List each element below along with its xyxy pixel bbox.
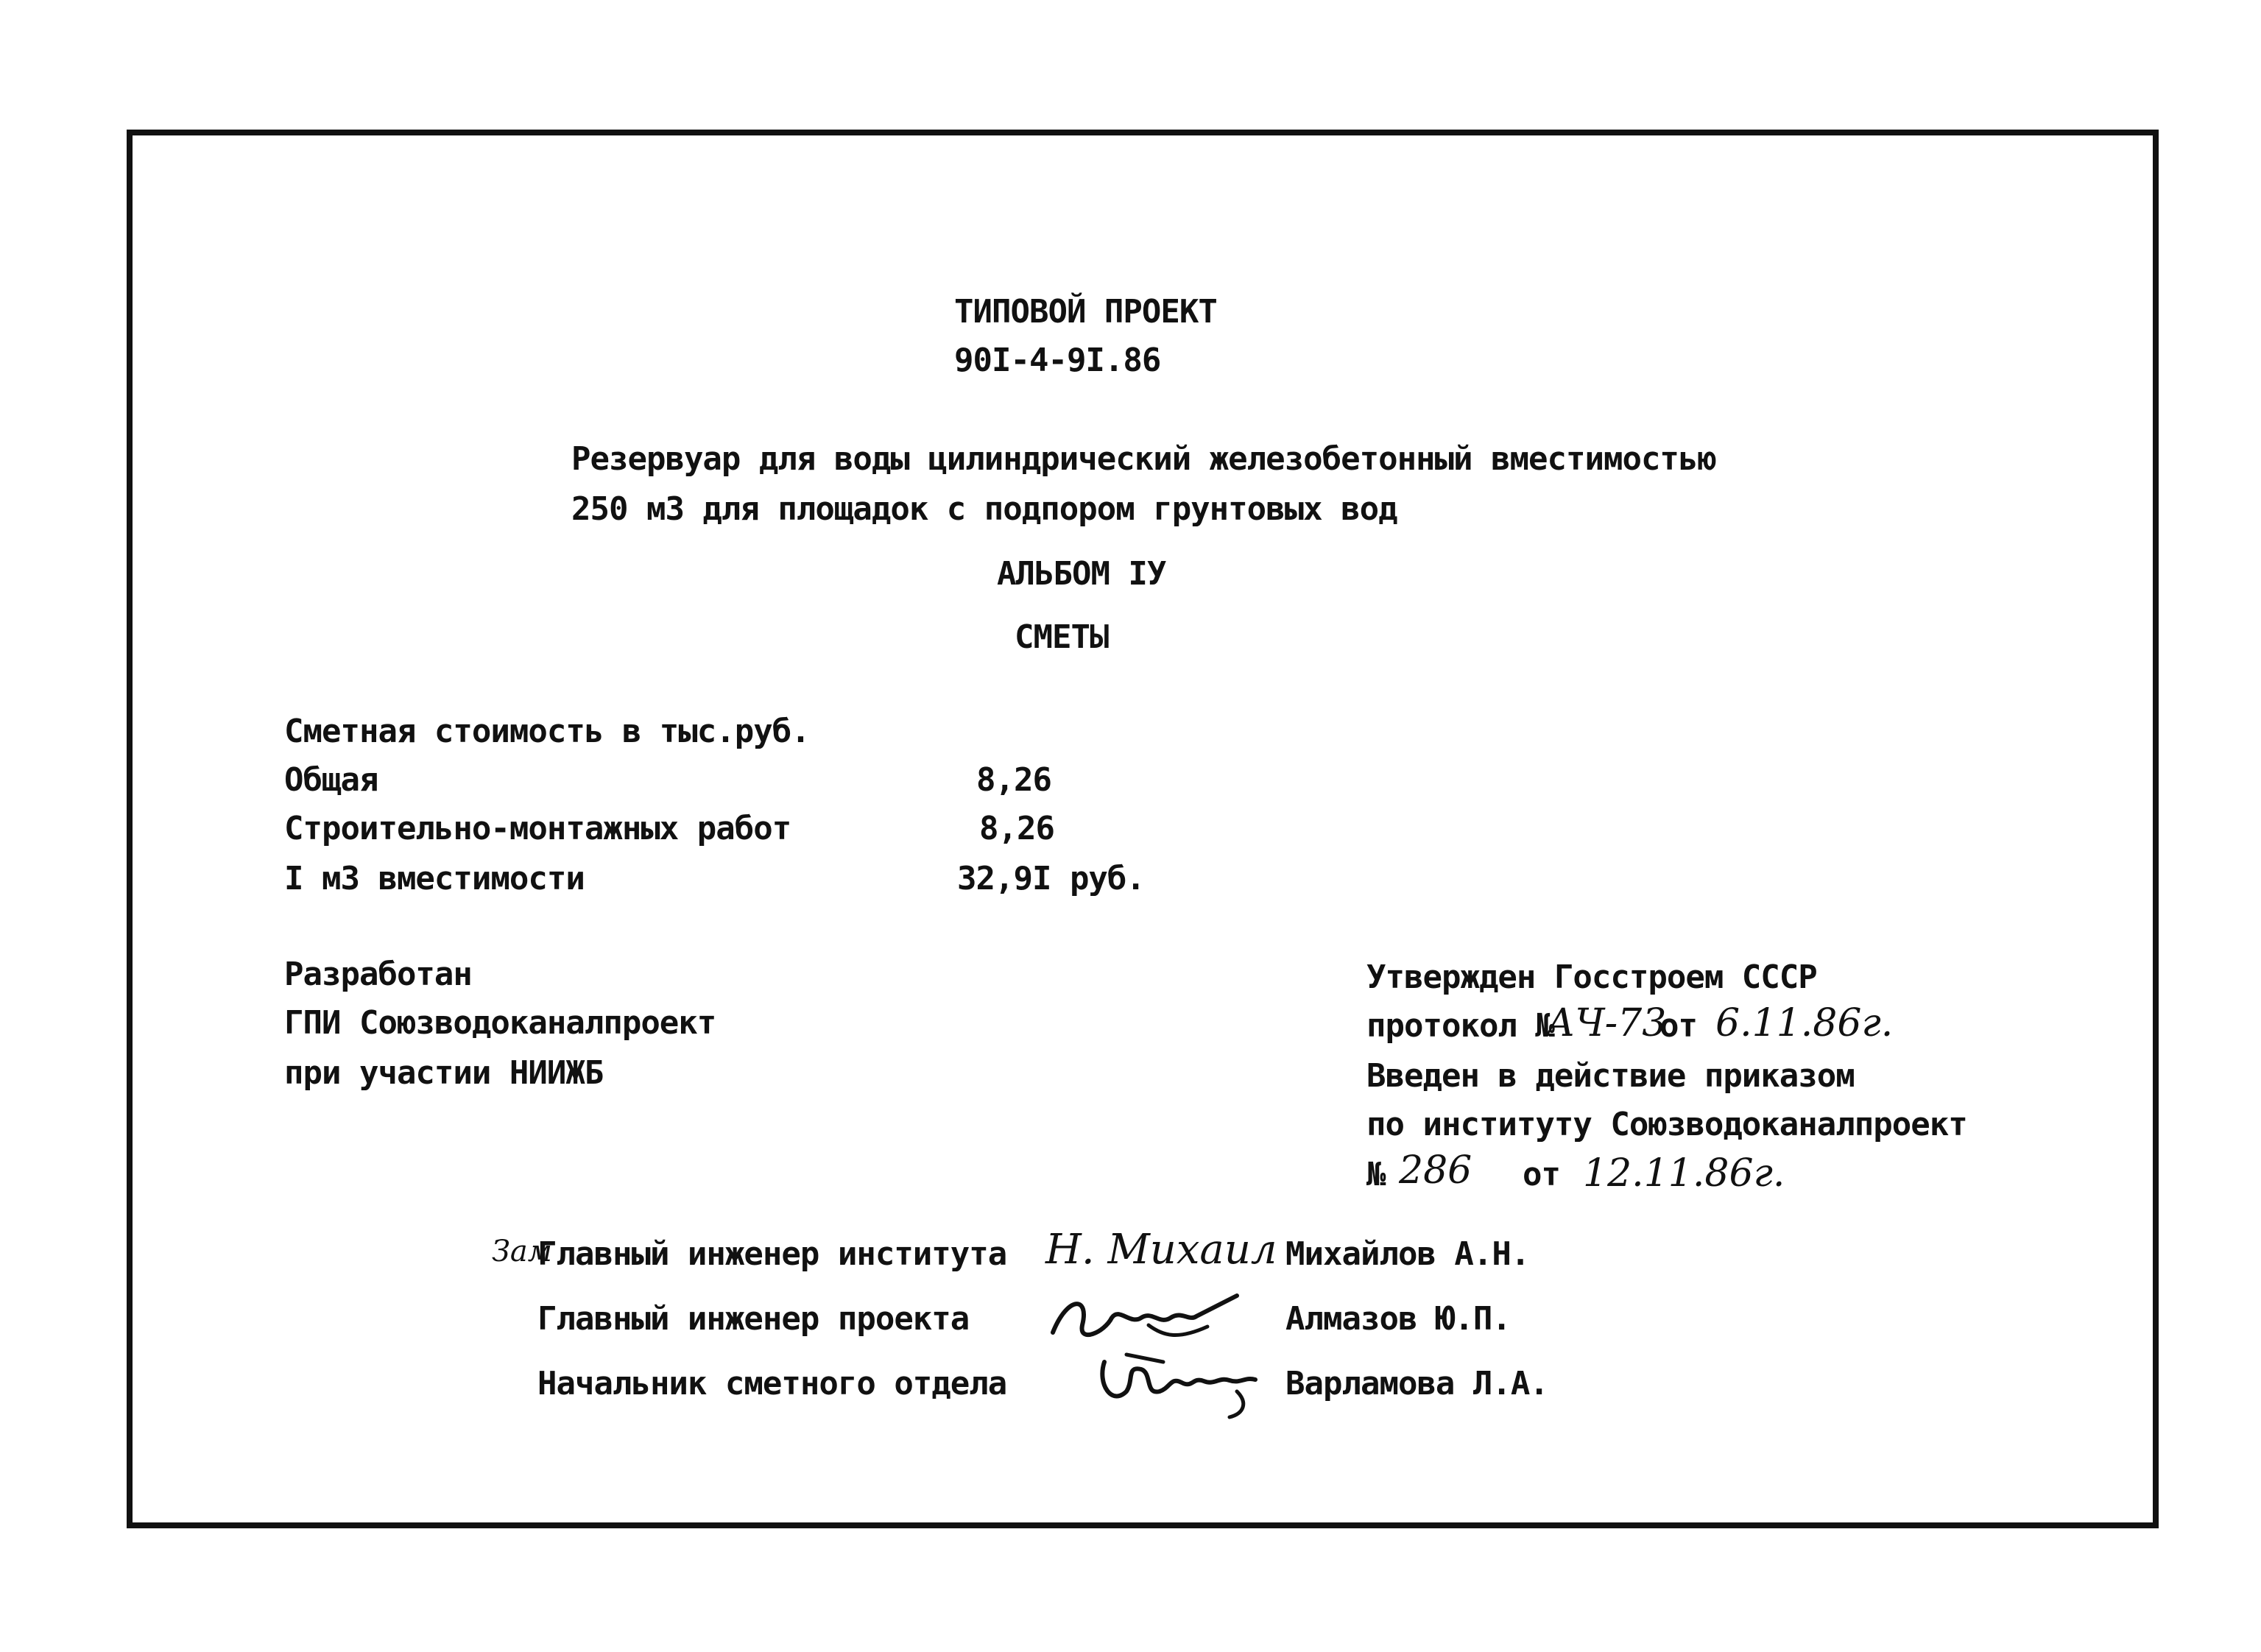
developer-line-3: при участии НИИЖБ [284,1054,604,1092]
cost-value-total: 8,26 [976,761,1051,799]
cost-label-per-m3: I м3 вместимости [284,860,585,897]
signature-title-head-estimate-dept: Начальник сметного отдела [537,1365,1007,1402]
doc-number: 90I-4-9I.86 [954,342,1161,379]
doc-type: ТИПОВОЙ ПРОЕКТ [954,293,1217,331]
signature-title-chief-engineer-project: Главный инженер проекта [537,1300,970,1338]
signature-prefix-deputy: Зам [492,1235,552,1268]
approval-line-3: Введен в действие приказом [1366,1057,1855,1095]
developer-line-1: Разработан [284,956,472,993]
cost-heading: Сметная стоимость в тыс.руб. [284,713,810,750]
signature-handwritten-mikhailov: Н. Михаил [1045,1226,1277,1274]
album-label: АЛЬБОМ IУ [997,555,1166,593]
developer-line-2: ГПИ Союзводоканалпроект [284,1004,716,1042]
description-line-1: Резервуар для воды цилиндрический железобетонный вместимостью [571,440,1716,478]
approval-protocol-from: от [1659,1007,1697,1045]
approval-line-4: по институту Союзводоканалпроект [1366,1106,1967,1143]
cost-label-construction: Строительно-монтажных работ [284,810,791,847]
signature-varlamova-icon [1082,1340,1274,1428]
cost-value-construction: 8,26 [979,810,1054,847]
signature-name-almazov: Алмазов Ю.П. [1285,1300,1511,1338]
approval-protocol-prefix: протокол № [1366,1007,1554,1045]
signature-name-varlamova: Варламова Л.А. [1285,1365,1548,1402]
description-line-2: 250 м3 для площадок с подпором грунтовых вод [571,490,1397,528]
cost-value-per-m3: 32,9I руб. [957,860,1145,897]
cost-label-total: Общая [284,761,378,799]
signature-name-mikhailov: Михайлов А.Н. [1285,1235,1530,1273]
approval-protocol-number: АЧ-73 [1546,1001,1667,1045]
approval-order-date: 12.11.86г. [1583,1151,1785,1196]
signature-title-chief-engineer-institute: Главный инженер института [537,1235,1007,1273]
album-subtitle: СМЕТЫ [1015,618,1109,656]
approval-line-1: Утвержден Госстроем СССР [1366,959,1817,996]
approval-order-prefix: № [1366,1156,1386,1193]
approval-order-from: от [1523,1156,1560,1193]
approval-order-number: 286 [1399,1148,1472,1193]
approval-protocol-date: 6.11.86г. [1715,1001,1894,1045]
